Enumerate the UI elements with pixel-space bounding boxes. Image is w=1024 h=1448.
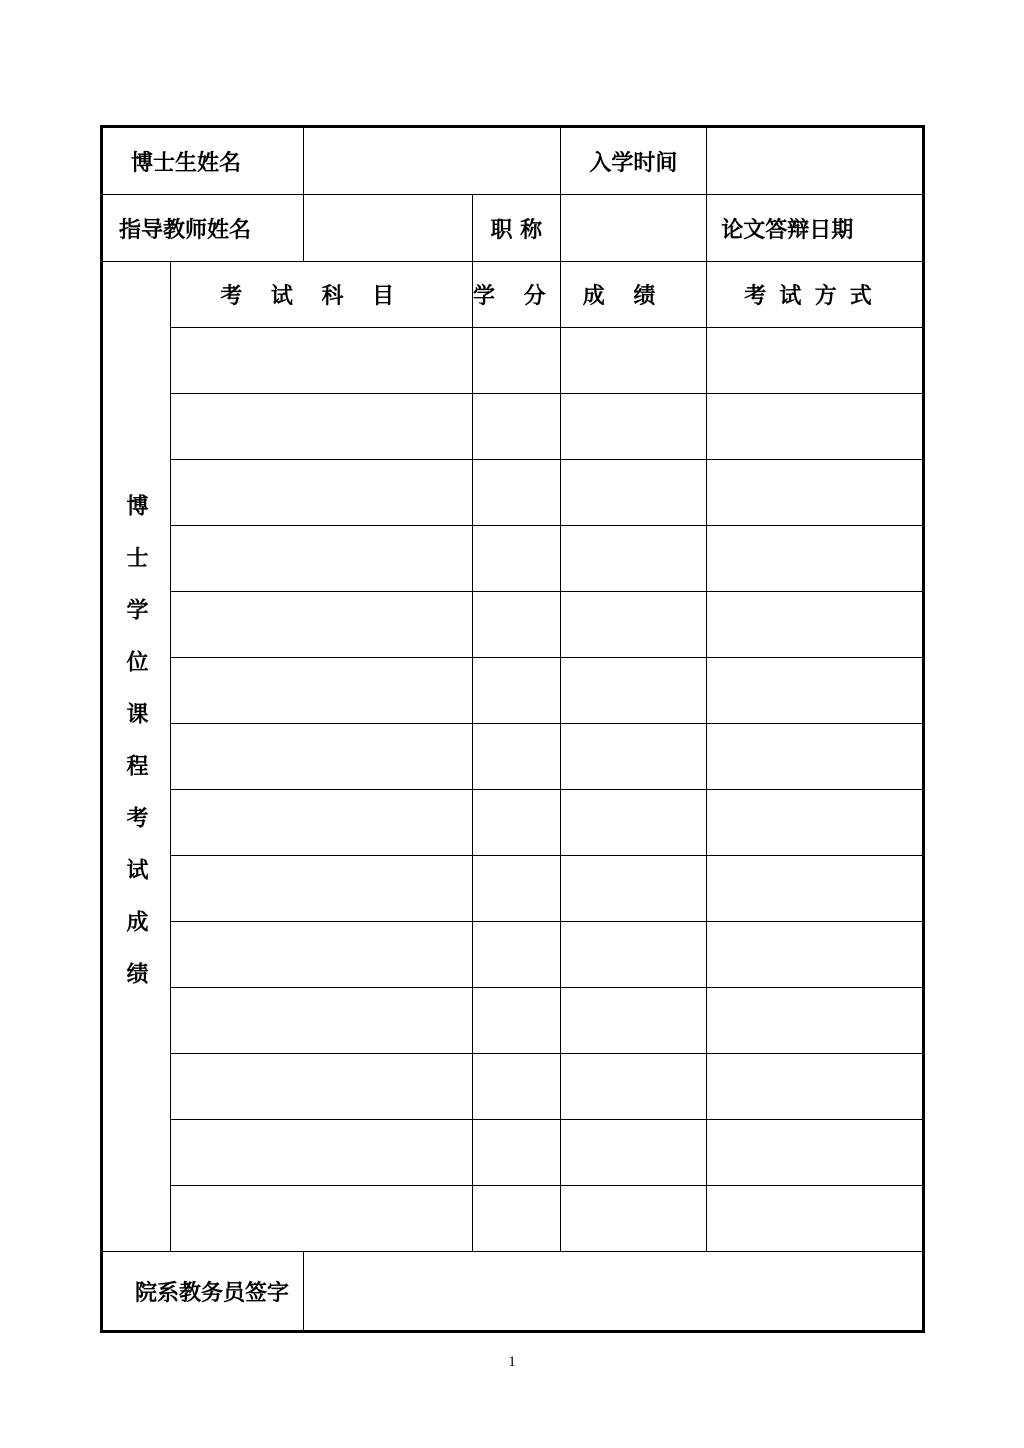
method-cell[interactable] bbox=[707, 526, 924, 592]
credit-cell[interactable] bbox=[473, 1120, 561, 1186]
table-row bbox=[102, 592, 924, 658]
table-row bbox=[102, 394, 924, 460]
column-header-subject: 考试科目 bbox=[170, 262, 472, 328]
page-number: 1 bbox=[508, 1354, 516, 1370]
score-cell[interactable] bbox=[560, 328, 707, 394]
subject-cell[interactable] bbox=[170, 328, 472, 394]
score-cell[interactable] bbox=[560, 988, 707, 1054]
method-cell[interactable] bbox=[707, 658, 924, 724]
score-cell[interactable] bbox=[560, 394, 707, 460]
subject-cell[interactable] bbox=[170, 856, 472, 922]
table-row bbox=[102, 1120, 924, 1186]
score-cell[interactable] bbox=[560, 724, 707, 790]
credit-cell[interactable] bbox=[473, 724, 561, 790]
signature-row bbox=[102, 1252, 924, 1332]
credit-cell[interactable] bbox=[473, 1186, 561, 1252]
score-cell[interactable] bbox=[560, 790, 707, 856]
student-name-label: 博士生姓名 bbox=[102, 127, 304, 195]
column-header-credit: 学分 bbox=[473, 262, 561, 328]
enroll-time-label: 入学时间 bbox=[560, 127, 707, 195]
credit-cell[interactable] bbox=[473, 1054, 561, 1120]
table-row bbox=[102, 658, 924, 724]
subject-cell[interactable] bbox=[170, 724, 472, 790]
credit-cell[interactable] bbox=[473, 856, 561, 922]
signature-label-cell bbox=[102, 1252, 304, 1332]
method-cell[interactable] bbox=[707, 790, 924, 856]
subject-cell[interactable] bbox=[170, 592, 472, 658]
score-cell[interactable] bbox=[560, 592, 707, 658]
score-cell[interactable] bbox=[560, 1186, 707, 1252]
column-header-row bbox=[102, 262, 924, 328]
method-cell[interactable] bbox=[707, 328, 924, 394]
signature-field[interactable] bbox=[304, 1252, 924, 1332]
advisor-info-row bbox=[102, 195, 924, 262]
method-cell[interactable] bbox=[707, 724, 924, 790]
section-label-cell bbox=[102, 262, 171, 1252]
table-row bbox=[102, 724, 924, 790]
student-info-row bbox=[102, 127, 924, 195]
table-row bbox=[102, 856, 924, 922]
score-cell[interactable] bbox=[560, 526, 707, 592]
table-row bbox=[102, 922, 924, 988]
method-cell[interactable] bbox=[707, 856, 924, 922]
credit-cell[interactable] bbox=[473, 658, 561, 724]
method-cell[interactable] bbox=[707, 988, 924, 1054]
table-row bbox=[102, 790, 924, 856]
method-cell[interactable] bbox=[707, 1120, 924, 1186]
score-cell[interactable] bbox=[560, 658, 707, 724]
subject-cell[interactable] bbox=[170, 526, 472, 592]
credit-cell[interactable] bbox=[473, 328, 561, 394]
score-cell[interactable] bbox=[560, 922, 707, 988]
score-cell[interactable] bbox=[560, 460, 707, 526]
method-cell[interactable] bbox=[707, 592, 924, 658]
defense-date-label: 论文答辩日期 bbox=[721, 216, 854, 243]
column-header-score: 成绩 bbox=[560, 262, 707, 328]
subject-cell[interactable] bbox=[170, 790, 472, 856]
method-cell[interactable] bbox=[707, 1054, 924, 1120]
credit-cell[interactable] bbox=[473, 526, 561, 592]
method-cell[interactable] bbox=[707, 1186, 924, 1252]
table-row bbox=[102, 460, 924, 526]
subject-cell[interactable] bbox=[170, 394, 472, 460]
credit-cell[interactable] bbox=[473, 790, 561, 856]
signature-label: 院系教务员签字 bbox=[135, 1279, 290, 1306]
doctoral-course-form bbox=[100, 125, 925, 1333]
defense-date-label-cell bbox=[707, 195, 924, 262]
credit-cell[interactable] bbox=[473, 988, 561, 1054]
score-cell[interactable] bbox=[560, 1120, 707, 1186]
title-field[interactable] bbox=[560, 195, 707, 262]
advisor-name-label: 指导教师姓名 bbox=[102, 195, 304, 262]
advisor-name-field[interactable] bbox=[304, 195, 473, 262]
score-cell[interactable] bbox=[560, 1054, 707, 1120]
table-row bbox=[102, 526, 924, 592]
method-cell[interactable] bbox=[707, 394, 924, 460]
credit-cell[interactable] bbox=[473, 394, 561, 460]
section-label: 博士学位课程考试成绩 bbox=[122, 493, 149, 1014]
subject-cell[interactable] bbox=[170, 658, 472, 724]
subject-cell[interactable] bbox=[170, 1054, 472, 1120]
subject-cell[interactable] bbox=[170, 1120, 472, 1186]
credit-cell[interactable] bbox=[473, 460, 561, 526]
subject-cell[interactable] bbox=[170, 988, 472, 1054]
credit-cell[interactable] bbox=[473, 922, 561, 988]
subject-cell[interactable] bbox=[170, 460, 472, 526]
column-header-method: 考试方式 bbox=[707, 262, 924, 328]
method-cell[interactable] bbox=[707, 460, 924, 526]
table-row bbox=[102, 1186, 924, 1252]
table-row bbox=[102, 988, 924, 1054]
table-row bbox=[102, 328, 924, 394]
table-row bbox=[102, 1054, 924, 1120]
subject-cell[interactable] bbox=[170, 1186, 472, 1252]
subject-cell[interactable] bbox=[170, 922, 472, 988]
score-cell[interactable] bbox=[560, 856, 707, 922]
credit-cell[interactable] bbox=[473, 592, 561, 658]
student-name-field[interactable] bbox=[304, 127, 560, 195]
enroll-time-field[interactable] bbox=[707, 127, 924, 195]
method-cell[interactable] bbox=[707, 922, 924, 988]
title-label: 职 称 bbox=[473, 195, 561, 262]
